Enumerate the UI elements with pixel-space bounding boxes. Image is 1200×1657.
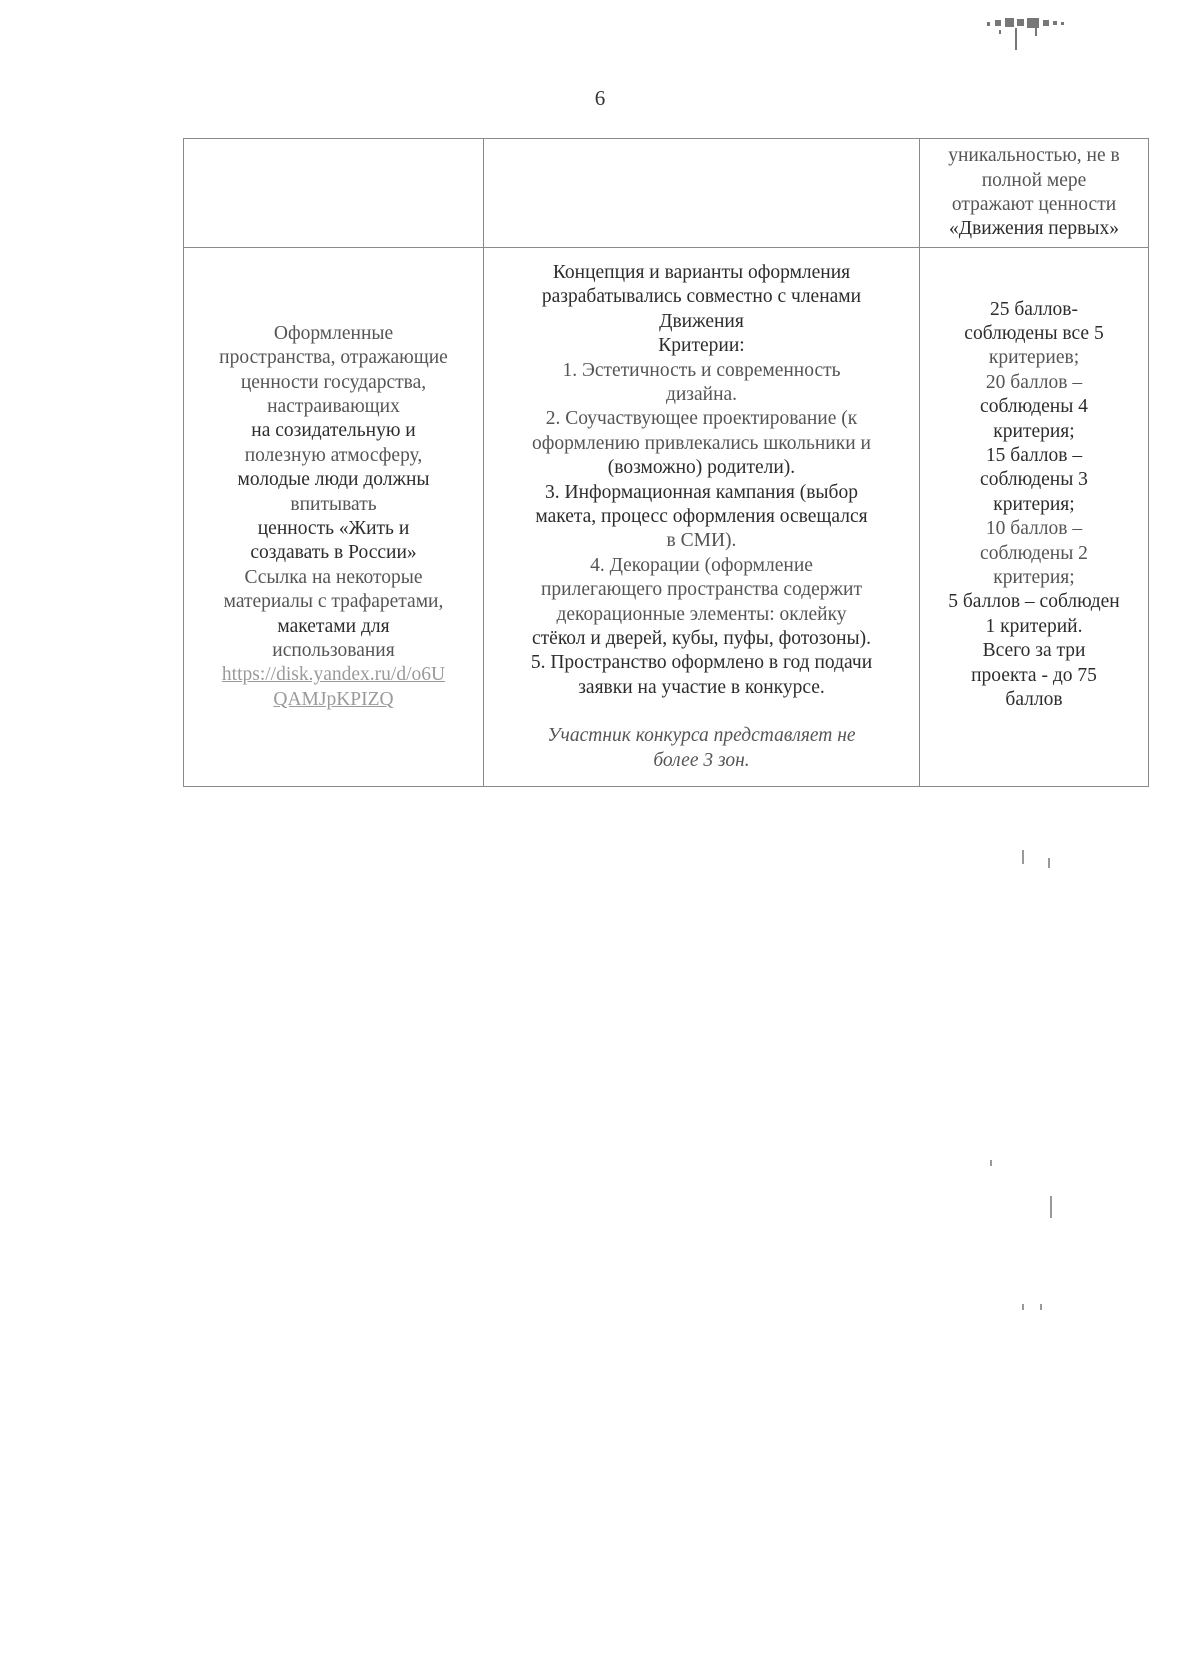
scan-speck xyxy=(1040,1304,1042,1310)
criteria-table xyxy=(183,138,1149,787)
spacer xyxy=(487,700,916,724)
scan-speck xyxy=(1048,858,1050,868)
cell-line: критериев; xyxy=(988,347,1080,369)
cell-line: критерия; xyxy=(993,493,1075,515)
cell-line: Движения xyxy=(659,310,744,332)
cell-line: 1. Эстетичность и современность xyxy=(562,359,841,381)
cell-line: создавать в России» xyxy=(250,542,417,564)
cell-line: настраивающих xyxy=(267,395,400,417)
scan-speck xyxy=(1022,1304,1024,1310)
cell-line: уникальностью, не в xyxy=(948,145,1120,167)
cell-line: баллов xyxy=(1005,689,1063,711)
criteria-cell xyxy=(484,248,920,787)
table-cell-empty xyxy=(184,139,484,248)
cell-line: Ссылка на некоторые xyxy=(244,566,423,588)
cell-line: 2. Соучаствующее проектирование (к xyxy=(545,408,858,430)
cell-line: Критерии: xyxy=(658,335,745,357)
cell-line: полной мере xyxy=(981,169,1087,191)
cell-line: 3. Информационная кампания (выбор xyxy=(545,481,858,503)
cell-line: 25 баллов- xyxy=(989,298,1079,320)
cell-line: 1 критерий. xyxy=(985,615,1083,637)
nomination-cell xyxy=(184,248,484,787)
cell-line: 15 баллов – xyxy=(985,444,1083,466)
cell-line: Всего за три xyxy=(982,640,1086,662)
cell-line: соблюдены 3 xyxy=(980,469,1088,491)
score-continuation-cell xyxy=(920,139,1149,248)
materials-link[interactable]: QAMJpKPIZQ xyxy=(273,688,394,710)
cell-line: 5. Пространство оформлено в год подачи xyxy=(530,652,873,674)
cell-note-line: более 3 зон. xyxy=(653,749,750,771)
cell-line: критерия; xyxy=(993,567,1075,589)
scan-speck xyxy=(1050,1196,1052,1218)
cell-note-line: Участник конкурса представляет не xyxy=(547,725,856,747)
cell-line: декорационные элементы: оклейку xyxy=(556,603,847,625)
cell-line: прилегающего пространства содержит xyxy=(541,579,862,601)
cell-line: соблюдены все 5 xyxy=(964,322,1104,344)
table-row xyxy=(184,248,1149,787)
cell-line: (возможно) родители). xyxy=(607,457,796,479)
cell-line: 10 баллов – xyxy=(985,518,1083,540)
cell-line: на созидательную и xyxy=(251,420,416,442)
cell-line: в СМИ). xyxy=(666,530,737,552)
cell-line: дизайна. xyxy=(665,383,738,405)
cell-line: 5 баллов – соблюден xyxy=(948,591,1120,613)
page-number: 6 xyxy=(594,86,606,110)
cell-line: отражают ценности xyxy=(951,194,1117,215)
cell-line: соблюдены 4 xyxy=(980,396,1088,418)
cell-line: «Движения первых» xyxy=(949,218,1119,240)
cell-line: макета, процесс оформления освещался xyxy=(535,506,868,527)
cell-line: разрабатывались совместно с членами xyxy=(541,286,862,308)
cell-line: критерия; xyxy=(993,420,1075,442)
cell-line: 20 баллов – xyxy=(985,371,1083,393)
cell-line: полезную атмосферу, xyxy=(244,444,423,466)
cell-line: использования xyxy=(272,640,395,662)
cell-line: оформлению привлекались школьники и xyxy=(532,432,871,454)
cell-line: ценности государства, xyxy=(240,371,427,393)
table-cell-empty xyxy=(484,139,920,248)
materials-link[interactable]: https://disk.yandex.ru/d/o6U xyxy=(221,664,446,686)
cell-line: молодые люди должны xyxy=(237,469,430,491)
cell-line: макетами для xyxy=(277,615,390,637)
cell-line: Оформленные xyxy=(273,322,394,344)
cell-line: 4. Декорации (оформление xyxy=(590,554,813,576)
scan-stamp-mark xyxy=(985,14,1105,52)
scoring-cell xyxy=(920,248,1149,787)
cell-line: соблюдены 2 xyxy=(980,542,1088,564)
cell-line: материалы с трафаретами, xyxy=(223,591,444,613)
scan-speck xyxy=(1022,850,1024,864)
spacer xyxy=(923,712,1145,736)
cell-line: проекта - до 75 xyxy=(971,664,1097,686)
cell-line: Концепция и варианты оформления xyxy=(552,261,851,283)
cell-line: заявки на участие в конкурсе. xyxy=(578,676,825,698)
cell-line: впитывать xyxy=(290,493,377,515)
table-row xyxy=(184,139,1149,248)
cell-line: ценность «Жить и xyxy=(257,518,410,539)
cell-line: стёкол и дверей, кубы, пуфы, фотозоны). xyxy=(531,628,872,650)
scan-speck xyxy=(990,1160,992,1166)
cell-line: пространства, отражающие xyxy=(219,347,448,369)
